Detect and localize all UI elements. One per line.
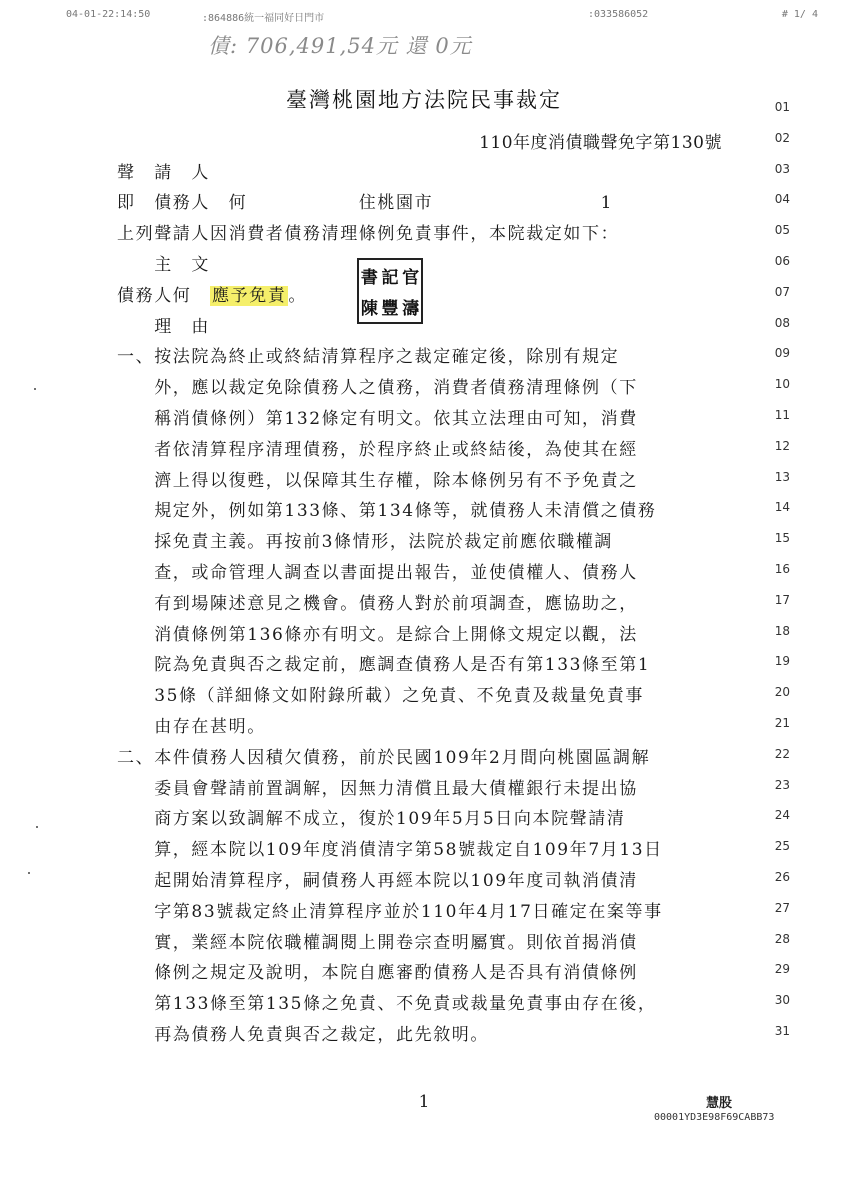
text-line (117, 897, 663, 922)
line-number: 22 (774, 746, 790, 761)
text-line (117, 620, 638, 645)
fax-page: # 1/ 4 (781, 9, 818, 20)
line-text: 理 由 (117, 316, 210, 337)
scan-speck (34, 388, 36, 390)
line-text: 條例之規定及說明，本院自應審酌債務人是否具有消債條例 (117, 963, 638, 984)
line-number: 28 (774, 931, 790, 946)
text-line (117, 743, 650, 768)
line-text: 稱消債條例）第132條定有明文。依其立法理由可知，消費 (117, 409, 638, 429)
redacted-text (247, 193, 340, 213)
text-line (117, 958, 638, 983)
fax-sender: :864886統一福同好日門市 (202, 13, 325, 24)
page-number: 1 (418, 1092, 430, 1112)
line-text: 有到場陳述意見之機會。債務人對於前項調查，應協助之， (117, 593, 638, 614)
fax-header (66, 9, 818, 23)
text-line (117, 188, 613, 213)
line-text: 委員會聲請前置調解，因無力清償且最大債權銀行未提出協 (117, 778, 638, 799)
document-title: 臺灣桃園地方法院民事裁定 (286, 88, 562, 112)
seal-char: 豐 (381, 299, 399, 319)
line-text: 院為免責與否之裁定前，應調查債務人是否有第133條至第1 (117, 655, 651, 676)
line-number: 14 (774, 500, 790, 515)
text-line (117, 373, 638, 398)
line-number: 24 (774, 808, 790, 823)
handwritten-note: 債: 706,491,54元 還 0元 (208, 34, 472, 58)
text-line (117, 804, 625, 829)
seal-char: 濤 (402, 299, 420, 319)
line-number: 17 (774, 592, 790, 607)
case-number: 110年度消債職聲免字第130號 (479, 133, 722, 153)
line-number: 30 (774, 993, 790, 1008)
line-text: 外，應以裁定免除債務人之債務，消費者債務清理條例（下 (117, 378, 638, 399)
text-line (117, 219, 619, 244)
line-number: 18 (774, 623, 790, 638)
text-line (117, 312, 210, 337)
line-number: 09 (774, 346, 790, 361)
line-number: 08 (774, 315, 790, 330)
text-line (117, 527, 613, 552)
text-line (117, 928, 638, 953)
line-number: 01 (774, 100, 790, 114)
text-line (117, 558, 638, 583)
seal-char: 書 (360, 268, 378, 288)
line-text: 消債條例第136條亦有明文。是綜合上開條文規定以觀，法 (117, 624, 638, 645)
line-number: 06 (774, 254, 790, 268)
text-line (117, 466, 638, 491)
line-text: 實，業經本院依職權調閱上開卷宗查明屬實。則依首揭消債 (117, 932, 638, 953)
clerk-seal (357, 258, 423, 324)
line-text: 再為債務人免責與否之裁定，此先敘明。 (117, 1025, 489, 1045)
section-mark: 慧股 (706, 1096, 733, 1111)
line-text: 。 (288, 285, 308, 306)
highlighted-ruling: 應予免責 (212, 285, 287, 306)
line-text: 算，經本院以109年度消債清字第58號裁定自109年7月13日 (117, 840, 663, 861)
document-code: 00001YD3E98F69CABB73 (654, 1112, 775, 1123)
line-text: 起開始清算程序，嗣債務人再經本院以109年度司執消債清 (117, 871, 638, 891)
line-number: 25 (774, 839, 790, 854)
seal-char: 陳 (360, 299, 378, 319)
fax-datetime: 04-01-22:14:50 (66, 9, 151, 20)
fax-phone: :033586052 (588, 9, 649, 20)
line-text: 商方案以致調解不成立，復於109年5月5日向本院聲請清 (117, 809, 626, 830)
line-number: 23 (774, 777, 790, 792)
text-line (117, 1020, 489, 1045)
line-text: 上列聲請人因消費者債務清理條例免責事件，本院裁定如下： (117, 224, 620, 245)
line-number: 26 (774, 870, 790, 884)
line-number: 10 (774, 377, 790, 392)
line-text: 聲 請 人 (117, 162, 210, 183)
text-line (117, 589, 638, 614)
line-number: 05 (774, 223, 790, 238)
text-line (117, 866, 638, 891)
line-text: 第133條至第135條之免責、不免責或裁量免責事由存在後， (117, 994, 657, 1015)
line-number: 12 (774, 438, 790, 453)
line-text: 35條（詳細條文如附錄所載）之免責、不免責及裁量免責事 (117, 686, 645, 707)
text-line (117, 989, 657, 1014)
redacted-text (433, 193, 600, 213)
redacted-text (191, 286, 210, 306)
scan-speck (36, 826, 38, 828)
scan-speck (28, 872, 30, 874)
line-number: 03 (774, 161, 790, 176)
line-number: 31 (774, 1024, 790, 1038)
line-text: 規定外，例如第133條、第134條等，就債務人未清償之債務 (117, 501, 657, 522)
text-line (117, 435, 638, 460)
line-text: 即 債務人 何 (117, 193, 248, 214)
line-text: 1 (600, 193, 614, 214)
line-number: 19 (774, 654, 790, 669)
text-line (117, 712, 266, 737)
line-number: 13 (774, 469, 790, 484)
line-text: 查，或命管理人調查以書面提出報告，並使債權人、債務人 (117, 563, 638, 583)
text-line (117, 250, 210, 275)
text-line (117, 774, 638, 799)
line-number: 07 (774, 284, 790, 299)
line-text: 字第83號裁定終止清算程序並於110年4月17日確定在案等事 (117, 901, 663, 922)
text-line (117, 281, 307, 306)
line-number: 29 (774, 962, 790, 977)
text-line (117, 496, 657, 521)
text-line (117, 342, 619, 367)
line-text: 濟上得以復甦，以保障其生存權，除本條例另有不予免責之 (117, 470, 638, 491)
line-text: 債務人何 (117, 285, 192, 306)
text-line (117, 681, 644, 706)
text-line (117, 158, 210, 183)
line-number: 04 (774, 192, 790, 207)
seal-char: 記 (381, 268, 399, 288)
line-number: 21 (774, 716, 790, 730)
line-text: 者依清算程序清理債務，於程序終止或終結後，為使其在經 (117, 439, 638, 460)
line-number: 02 (774, 130, 790, 145)
line-number: 11 (774, 408, 790, 422)
line-number: 27 (774, 900, 790, 915)
text-line (117, 404, 638, 429)
line-number: 20 (774, 685, 790, 700)
line-text: 住桃園市 (340, 193, 434, 214)
seal-char: 官 (402, 268, 420, 288)
line-text: 主 文 (117, 255, 210, 275)
line-number: 16 (774, 562, 790, 576)
line-text: 採免責主義。再按前3條情形，法院於裁定前應依職權調 (117, 532, 614, 553)
text-line (117, 835, 663, 860)
line-text: 一、按法院為終止或終結清算程序之裁定確定後，除別有規定 (117, 347, 620, 368)
line-text: 由存在甚明。 (117, 717, 266, 737)
text-line (117, 650, 650, 675)
line-text: 二、本件債務人因積欠債務，前於民國109年2月間向桃園區調解 (117, 747, 651, 768)
line-number: 15 (774, 531, 790, 546)
